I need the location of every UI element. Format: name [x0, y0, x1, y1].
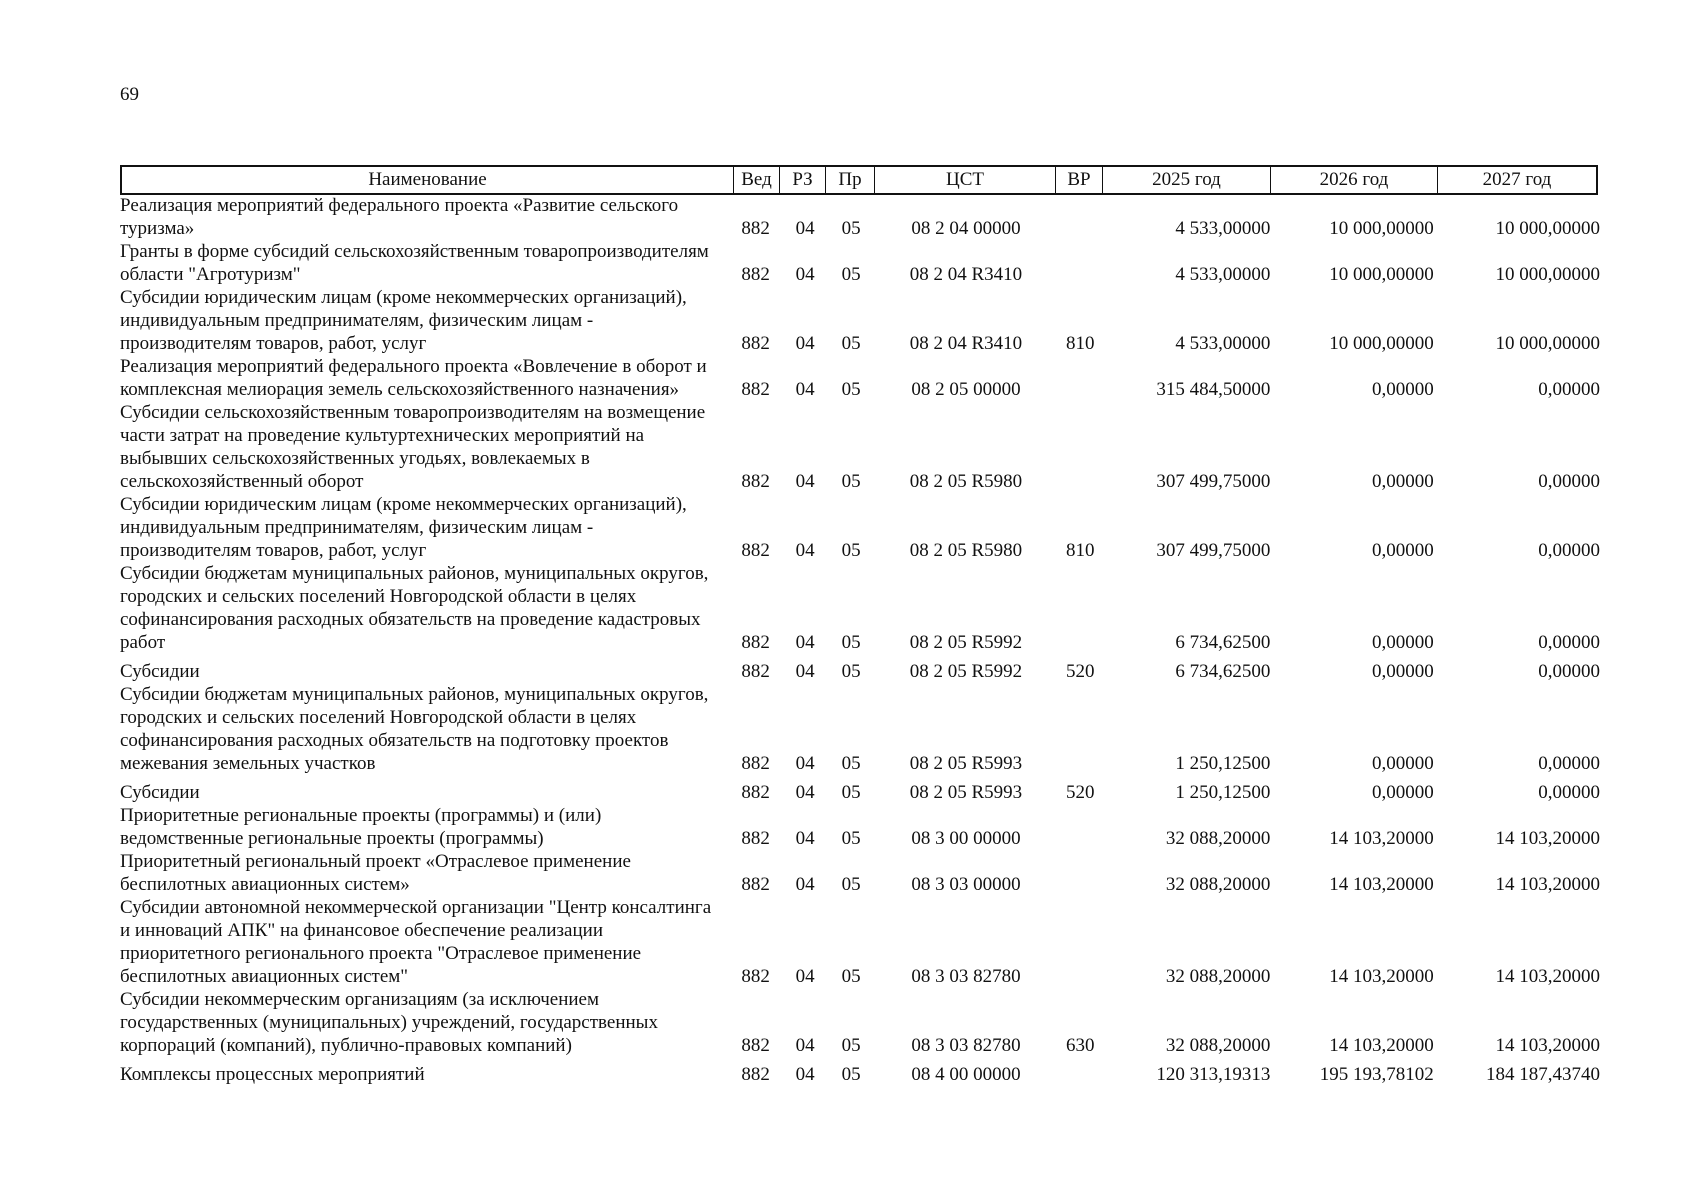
row-name: Субсидии: [120, 782, 200, 803]
row-pr: 05: [841, 379, 861, 400]
row-rz: 04: [795, 874, 815, 895]
row-2026: 0,00000: [1371, 753, 1434, 774]
row-ved: 882: [741, 782, 770, 803]
row-2027: 14 103,20000: [1495, 1035, 1600, 1056]
row-cst: 08 3 03 82780: [911, 966, 1021, 987]
table-row: [120, 804, 1600, 850]
row-2027: 0,00000: [1538, 753, 1600, 774]
table-row: [120, 660, 1600, 683]
row-ved: 882: [741, 540, 770, 561]
row-2026: 0,00000: [1371, 471, 1434, 492]
row-2026: 0,00000: [1371, 661, 1434, 682]
row-rz: 04: [795, 379, 815, 400]
table-row: [120, 240, 1600, 286]
table-row: [120, 493, 1600, 562]
row-name: Гранты в форме субсидий сельскохозяйственным товаропроизводителям области "Агротуризм": [120, 241, 709, 285]
row-2027: 14 103,20000: [1495, 874, 1600, 895]
row-pr: 05: [841, 966, 861, 987]
table-row: [120, 683, 1600, 775]
table-row: [120, 896, 1600, 988]
row-name: Субсидии автономной некоммерческой организации "Центр консалтинга и инноваций АПК" на финансовое обеспечение реализации приоритетного регионального проекта "Отраслевое применение беспилотных авиационных систем": [120, 897, 712, 987]
row-ved: 882: [741, 966, 770, 987]
row-vr: 810: [1066, 333, 1095, 354]
row-pr: 05: [841, 828, 861, 849]
table-row: [120, 988, 1600, 1057]
row-cst: 08 3 03 00000: [911, 874, 1021, 895]
col-name-header: Наименование: [122, 167, 734, 193]
row-pr: 05: [841, 218, 861, 239]
row-pr: 05: [841, 1035, 861, 1056]
row-name: Реализация мероприятий федерального проекта «Вовлечение в оборот и комплексная мелиорация земель сельскохозяйственного назначения»: [120, 356, 707, 400]
row-2027: 10 000,00000: [1495, 264, 1600, 285]
row-rz: 04: [795, 782, 815, 803]
row-cst: 08 3 00 00000: [911, 828, 1021, 849]
row-2025: 1 250,12500: [1175, 782, 1271, 803]
col-2027-header: 2027 год: [1482, 169, 1552, 190]
row-cst: 08 2 05 R5992: [909, 661, 1023, 682]
row-2027: 184 187,43740: [1485, 1064, 1600, 1085]
row-2025: 315 484,50000: [1156, 379, 1271, 400]
row-pr: 05: [841, 471, 861, 492]
page-number: 69: [120, 84, 139, 105]
col-pr-header: Пр: [826, 167, 875, 193]
row-2026: 0,00000: [1371, 632, 1434, 653]
row-2025: 32 088,20000: [1165, 1035, 1271, 1056]
row-ved: 882: [741, 379, 770, 400]
row-cst: 08 2 04 00000: [911, 218, 1021, 239]
col-rz-header: РЗ: [780, 167, 826, 193]
row-rz: 04: [795, 632, 815, 653]
row-ved: 882: [741, 874, 770, 895]
col-cst-header: ЦСТ: [875, 167, 1056, 193]
table-row: [120, 401, 1600, 493]
row-rz: 04: [795, 1064, 815, 1085]
row-pr: 05: [841, 1064, 861, 1085]
row-cst: 08 2 05 R5993: [909, 782, 1023, 803]
row-ved: 882: [741, 632, 770, 653]
row-2027: 14 103,20000: [1495, 966, 1600, 987]
row-2025: 4 533,00000: [1175, 264, 1271, 285]
row-ved: 882: [741, 333, 770, 354]
table-row: [120, 194, 1600, 240]
row-name: Субсидии бюджетам муниципальных районов, муниципальных округов, городских и сельских поселений Новгородской области в целях софинансирования расходных обязательств на проведение кадастровых работ: [120, 563, 709, 653]
row-name: Реализация мероприятий федерального проекта «Развитие сельского туризма»: [120, 195, 679, 239]
row-2026: 14 103,20000: [1329, 966, 1434, 987]
row-2027: 0,00000: [1538, 782, 1600, 803]
row-pr: 05: [841, 753, 861, 774]
row-2027: 14 103,20000: [1495, 828, 1600, 849]
row-vr: 520: [1066, 782, 1095, 803]
row-2026: 0,00000: [1371, 782, 1434, 803]
row-2025: 307 499,75000: [1156, 540, 1271, 561]
row-2027: 0,00000: [1538, 379, 1600, 400]
row-2025: 4 533,00000: [1175, 218, 1271, 239]
row-rz: 04: [795, 264, 815, 285]
row-ved: 882: [741, 264, 770, 285]
row-cst: 08 2 05 R5980: [909, 540, 1023, 561]
row-vr: 810: [1066, 540, 1095, 561]
row-2026: 14 103,20000: [1329, 1035, 1434, 1056]
row-rz: 04: [795, 333, 815, 354]
row-ved: 882: [741, 471, 770, 492]
row-cst: 08 2 04 R3410: [909, 264, 1023, 285]
table-body: [120, 194, 1600, 1086]
row-2026: 10 000,00000: [1329, 264, 1434, 285]
row-2025: 6 734,62500: [1175, 632, 1271, 653]
row-2027: 10 000,00000: [1495, 218, 1600, 239]
table-header: [120, 165, 1598, 195]
row-2025: 32 088,20000: [1165, 874, 1271, 895]
col-2025-header: 2025 год: [1103, 167, 1271, 193]
row-name: Субсидии некоммерческим организациям (за исключением государственных (муниципальных) учреждений, государственных корпораций (компаний), публично-правовых компаний): [120, 989, 658, 1056]
row-2027: 0,00000: [1538, 540, 1600, 561]
row-pr: 05: [841, 782, 861, 803]
row-cst: 08 2 05 00000: [911, 379, 1021, 400]
row-2025: 4 533,00000: [1175, 333, 1271, 354]
row-ved: 882: [741, 753, 770, 774]
table-row: [120, 781, 1600, 804]
row-rz: 04: [795, 966, 815, 987]
col-vr-header: ВР: [1056, 167, 1103, 193]
row-cst: 08 2 05 R5980: [909, 471, 1023, 492]
row-pr: 05: [841, 632, 861, 653]
table-row: [120, 850, 1600, 896]
row-ved: 882: [741, 828, 770, 849]
row-2026: 0,00000: [1371, 540, 1434, 561]
row-rz: 04: [795, 753, 815, 774]
row-2025: 120 313,19313: [1156, 1064, 1271, 1085]
row-vr: 520: [1066, 661, 1095, 682]
row-name: Комплексы процессных мероприятий: [120, 1064, 425, 1085]
row-cst: 08 3 03 82780: [911, 1035, 1021, 1056]
row-2027: 10 000,00000: [1495, 333, 1600, 354]
row-ved: 882: [741, 1035, 770, 1056]
table-row: [120, 355, 1600, 401]
row-rz: 04: [795, 1035, 815, 1056]
table-row: [120, 562, 1600, 654]
table-row: [120, 1063, 1600, 1086]
row-2026: 195 193,78102: [1319, 1064, 1434, 1085]
row-rz: 04: [795, 661, 815, 682]
row-ved: 882: [741, 218, 770, 239]
row-2025: 6 734,62500: [1175, 661, 1271, 682]
row-name: Субсидии юридическим лицам (кроме некоммерческих организаций), индивидуальным предпринимателям, физическим лицам - производителям товаров, работ, услуг: [120, 287, 687, 354]
row-name: Субсидии сельскохозяйственным товаропроизводителям на возмещение части затрат на проведение культуртехнических мероприятий на выбывших сельскохозяйственных угодьях, вовлекаемых в сельскохозяйственный оборот: [120, 402, 706, 492]
row-2026: 14 103,20000: [1329, 828, 1434, 849]
row-rz: 04: [795, 828, 815, 849]
row-pr: 05: [841, 540, 861, 561]
row-cst: 08 2 04 R3410: [909, 333, 1023, 354]
row-2025: 32 088,20000: [1165, 828, 1271, 849]
col-ved-header: Вед: [734, 167, 780, 193]
row-name: Приоритетный региональный проект «Отраслевое применение беспилотных авиационных систем»: [120, 851, 631, 895]
row-pr: 05: [841, 661, 861, 682]
row-2027: 0,00000: [1538, 471, 1600, 492]
row-rz: 04: [795, 540, 815, 561]
row-2026: 10 000,00000: [1329, 218, 1434, 239]
row-2025: 307 499,75000: [1156, 471, 1271, 492]
row-2026: 14 103,20000: [1329, 874, 1434, 895]
row-ved: 882: [741, 1064, 770, 1085]
row-cst: 08 2 05 R5992: [909, 632, 1023, 653]
row-2025: 1 250,12500: [1175, 753, 1271, 774]
col-2026-header: 2026 год: [1271, 167, 1438, 193]
row-ved: 882: [741, 661, 770, 682]
table-row: [120, 286, 1600, 355]
row-cst: 08 4 00 00000: [911, 1064, 1021, 1085]
row-2026: 0,00000: [1371, 379, 1434, 400]
row-2026: 10 000,00000: [1329, 333, 1434, 354]
row-rz: 04: [795, 471, 815, 492]
row-name: Субсидии юридическим лицам (кроме некоммерческих организаций), индивидуальным предпринимателям, физическим лицам - производителям товаров, работ, услуг: [120, 494, 687, 561]
row-rz: 04: [795, 218, 815, 239]
row-name: Приоритетные региональные проекты (программы) и (или) ведомственные региональные проекты (программы): [120, 805, 602, 849]
row-vr: 630: [1066, 1035, 1095, 1056]
row-name: Субсидии бюджетам муниципальных районов, муниципальных округов, городских и сельских поселений Новгородской области в целях софинансирования расходных обязательств на подготовку проектов межевания земельных участков: [120, 684, 709, 774]
row-2027: 0,00000: [1538, 661, 1600, 682]
row-name: Субсидии: [120, 661, 200, 682]
row-pr: 05: [841, 264, 861, 285]
row-pr: 05: [841, 333, 861, 354]
row-2025: 32 088,20000: [1165, 966, 1271, 987]
row-cst: 08 2 05 R5993: [909, 753, 1023, 774]
row-2027: 0,00000: [1538, 632, 1600, 653]
row-pr: 05: [841, 874, 861, 895]
